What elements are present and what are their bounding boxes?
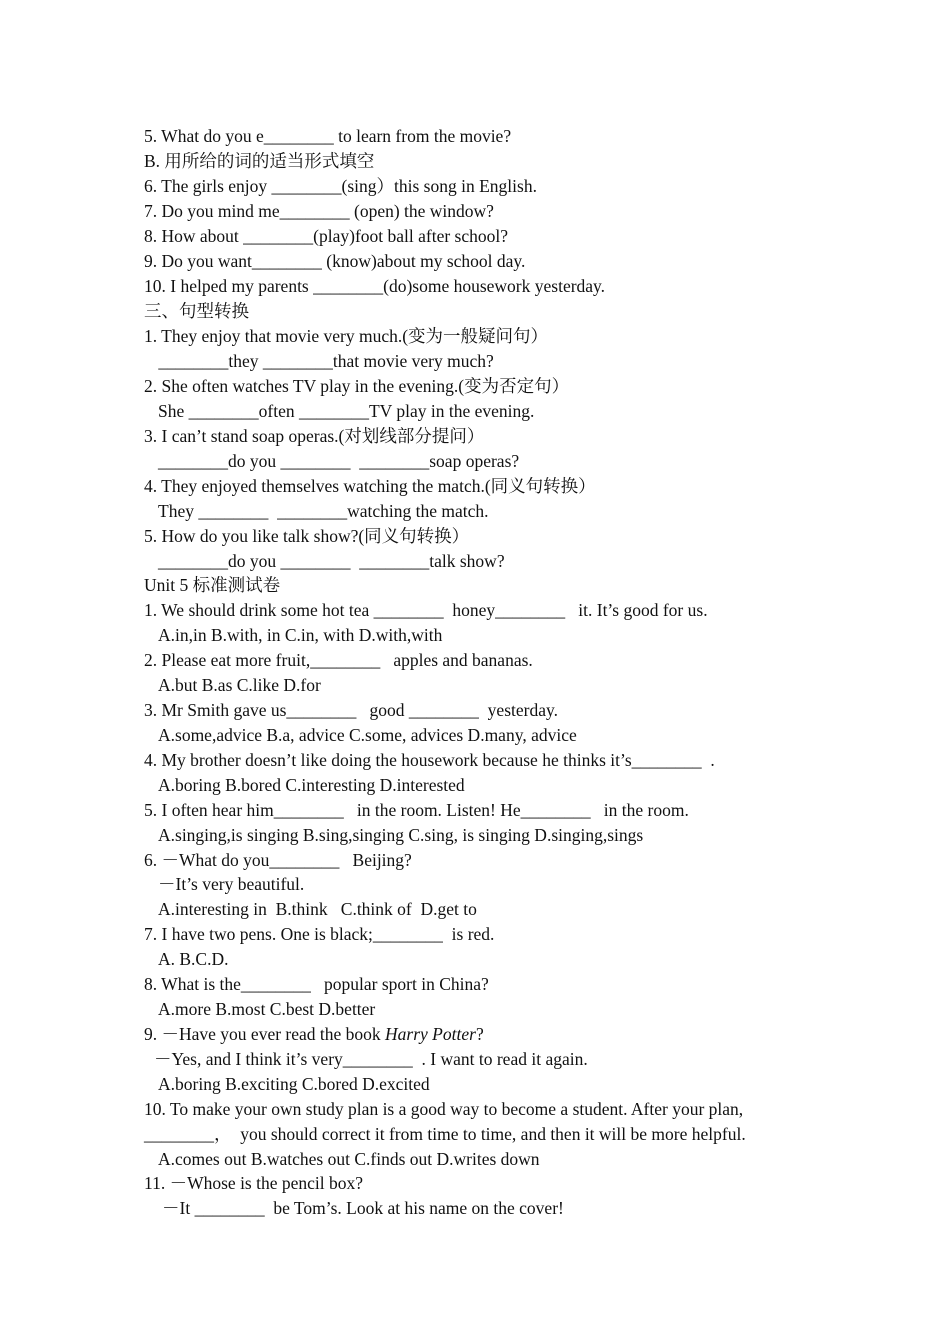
options-line: A.more B.most C.best D.better (158, 999, 376, 1019)
options-line: A.singing,is singing B.sing,singing C.sing, is singing D.singing,sings (158, 825, 644, 845)
options-line: A. B.C.D. (158, 949, 229, 969)
question-line: 3. Mr Smith gave us________ good ________ yesterday. (144, 700, 558, 720)
question-line: 7. I have two pens. One is black;________ is red. (144, 924, 495, 944)
options-line: A.in,in B.with, in C.in, with D.with,with (158, 625, 443, 645)
question-line: 2. Please eat more fruit,________ apples and bananas. (144, 650, 533, 670)
text-line: 4. They enjoyed themselves watching the match.(同义句转换） (144, 476, 596, 496)
question-line: ________， you should correct it from time to time, and then it will be more helpful. (144, 1124, 746, 1144)
text-line: 3. I can’t stand soap operas.(对划线部分提问） (144, 426, 485, 446)
text-line: 5. What do you e________ to learn from the movie? (144, 126, 512, 146)
answer-line: ________do you ________ ________soap operas? (158, 451, 520, 471)
section-heading: 三、句型转换 (144, 301, 249, 321)
answer-line: ________do you ________ ________talk show? (158, 551, 505, 571)
question-text: 9. －Have you ever read the book (144, 1024, 386, 1044)
question-line (144, 1022, 484, 1047)
question-line: 11. －Whose is the pencil box? (144, 1173, 364, 1193)
text-line: 7. Do you mind me________ (open) the window? (144, 201, 494, 221)
answer-line: They ________ ________watching the match. (158, 501, 489, 521)
question-line: 6. －What do you________ Beijing? (144, 850, 412, 870)
text-line: 1. They enjoy that movie very much.(变为一般疑问句） (144, 326, 549, 346)
options-line: A.interesting in B.think C.think of D.get to (158, 899, 477, 919)
dialogue-line: －It ________ be Tom’s. Look at his name on the cover! (162, 1198, 564, 1218)
options-line: A.but B.as C.like D.for (158, 675, 321, 695)
book-title: Harry Potter (385, 1024, 476, 1044)
answer-line: ________they ________that movie very much? (154, 351, 494, 371)
section-heading: B. 用所给的词的适当形式填空 (144, 151, 375, 171)
question-mark: ? (475, 1024, 484, 1044)
options-line: A.some,advice B.a, advice C.some, advices D.many, advice (158, 725, 577, 745)
dialogue-line: －Yes, and I think it’s very________ . I want to read it again. (154, 1049, 588, 1069)
text-line: 10. I helped my parents ________(do)some housework yesterday. (144, 276, 606, 296)
section-heading: Unit 5 标准测试卷 (144, 575, 281, 595)
text-line: 9. Do you want________ (know)about my school day. (144, 251, 526, 271)
text-line: 2. She often watches TV play in the evening.(变为否定句） (144, 376, 570, 396)
options-line: A.boring B.bored C.interesting D.interested (158, 775, 465, 795)
text-line: 6. The girls enjoy ________(sing）this song in English. (144, 176, 537, 196)
question-line: 10. To make your own study plan is a good way to become a student. After your plan, (144, 1099, 744, 1119)
question-line: 5. I often hear him________ in the room. Listen! He________ in the room. (144, 800, 689, 820)
dialogue-line: －It’s very beautiful. (158, 874, 305, 894)
text-line: 5. How do you like talk show?(同义句转换） (144, 526, 470, 546)
answer-line: She ________often ________TV play in the evening. (158, 401, 535, 421)
question-line: 4. My brother doesn’t like doing the housework because he thinks it’s________ . (144, 750, 715, 770)
question-line: 8. What is the________ popular sport in China? (144, 974, 489, 994)
text-line: 8. How about ________(play)foot ball after school? (144, 226, 509, 246)
question-line: 1. We should drink some hot tea ________ honey________ it. It’s good for us. (144, 600, 708, 620)
options-line: A.boring B.exciting C.bored D.excited (158, 1074, 430, 1094)
options-line: A.comes out B.watches out C.finds out D.writes down (158, 1149, 540, 1169)
